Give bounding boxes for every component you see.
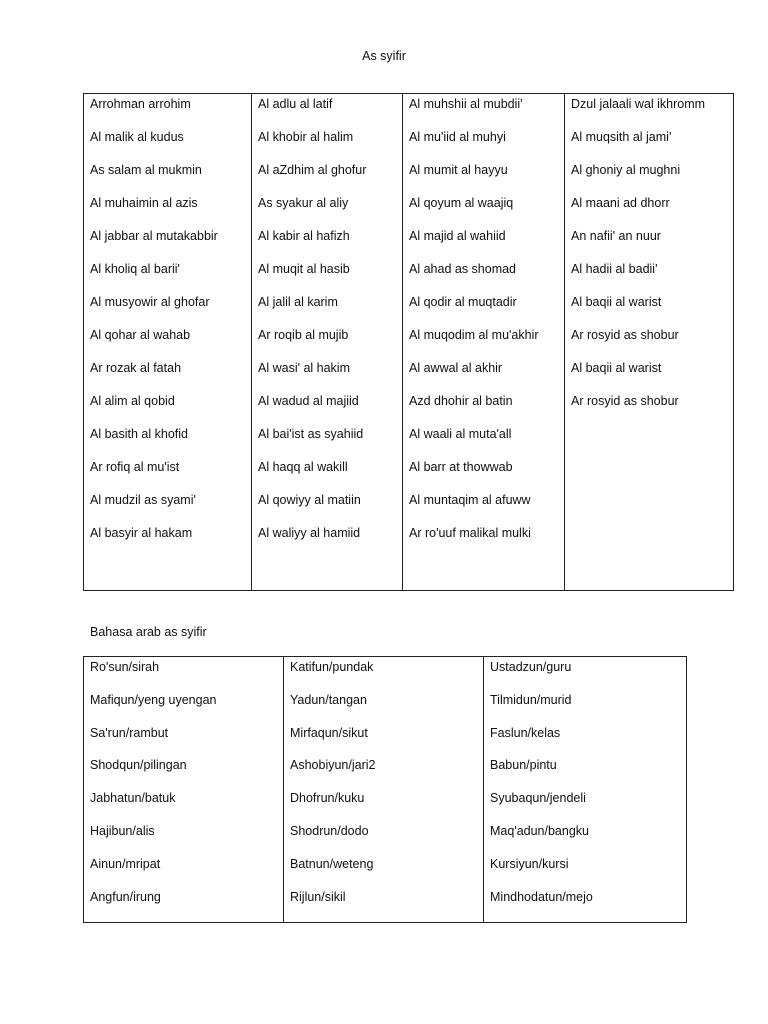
table-cell: Rijlun/sikil (290, 889, 346, 904)
table-cell: Jabhatun/batuk (90, 791, 176, 806)
asmaul-husna-table (83, 93, 734, 591)
table-cell: Al muqit al hasib (258, 262, 350, 276)
table-cell: Al kholiq al barii' (90, 262, 180, 276)
table-cell: Al muntaqim al afuww (409, 493, 531, 507)
table-cell: Al qoyum al waajiq (409, 196, 514, 210)
table-cell: An nafii' an nuur (571, 229, 661, 243)
section-subtitle: Bahasa arab as syifir (90, 625, 207, 639)
table-cell: Sa'run/rambut (90, 725, 169, 740)
table-cell: Faslun/kelas (490, 725, 561, 740)
table-cell: Babun/pintu (490, 758, 557, 773)
table-cell: Al mumit al hayyu (409, 163, 508, 177)
vocabulary-table (83, 656, 687, 923)
table-cell: Al muqsith al jami' (571, 130, 672, 144)
table-cell: Al mu'iid al muhyi (409, 130, 506, 144)
table-cell: Al wadud al majiid (258, 394, 359, 408)
table-cell: Al barr at thowwab (409, 460, 513, 474)
table-cell: Ashobiyun/jari2 (290, 758, 376, 773)
table-cell: Al muhshii al mubdii' (409, 97, 523, 111)
table-cell: Al kabir al hafizh (258, 229, 350, 243)
table-cell: Al basith al khofid (90, 427, 188, 441)
table-cell: Azd dhohir al batin (409, 394, 513, 408)
table-cell: Katifun/pundak (290, 660, 374, 674)
table-column (484, 657, 687, 923)
table-cell: Ar roqib al mujib (258, 328, 349, 342)
table-cell: Al majid al wahiid (409, 229, 506, 243)
table-cell: Al musyowir al ghofar (90, 295, 210, 309)
table-column (565, 94, 734, 591)
table-cell: As salam al mukmin (90, 163, 202, 177)
table-cell: Al baqii al warist (571, 361, 662, 375)
table-cell: Yadun/tangan (290, 692, 367, 707)
document-title: As syifir (362, 49, 406, 63)
table-cell: Al qowiyy al matiin (258, 493, 361, 507)
table-cell: Mindhodatun/mejo (490, 889, 593, 904)
table-cell: Al aZdhim al ghofur (258, 163, 367, 177)
table-cell: Al muqodim al mu'akhir (409, 328, 539, 342)
table-cell: Al baqii al warist (571, 295, 662, 309)
table-cell: Al wasi' al hakim (258, 361, 350, 375)
table-cell: Shodrun/dodo (290, 823, 369, 838)
table-column (252, 94, 403, 591)
table-cell: Ro'sun/sirah (90, 660, 160, 674)
table-cell: Dzul jalaali wal ikhromm (571, 97, 706, 111)
table-cell: Ar rofiq al mu'ist (90, 460, 180, 474)
table-cell: Al maani ad dhorr (571, 196, 670, 210)
table-cell: Al bai'ist as syahiid (258, 427, 364, 441)
table-cell: Al muhaimin al azis (90, 196, 198, 210)
table-cell: Al haqq al wakill (258, 460, 348, 474)
table-column (84, 657, 284, 923)
table-cell: Arrohman arrohim (90, 97, 191, 111)
table-cell: Ainun/mripat (90, 856, 161, 871)
table-cell: Al awwal al akhir (409, 361, 503, 375)
table-cell: Batnun/weteng (290, 856, 374, 871)
table-cell: As syakur al aliy (258, 196, 349, 210)
table-cell: Al jabbar al mutakabbir (90, 229, 218, 243)
table-cell: Ustadzun/guru (490, 660, 572, 674)
table-cell: Ar rosyid as shobur (571, 328, 679, 342)
table-cell: Angfun/irung (90, 889, 161, 904)
table-cell: Al basyir al hakam (90, 526, 193, 540)
table-cell: Shodqun/pilingan (90, 758, 187, 773)
table-cell: Al ahad as shomad (409, 262, 517, 276)
table-cell: Ar ro'uuf malikal mulki (409, 526, 531, 540)
table-cell: Al jalil al karim (258, 295, 338, 309)
table-cell: Tilmidun/murid (490, 692, 572, 707)
table-cell: Al hadii al badii' (571, 262, 658, 276)
table-cell: Ar rosyid as shobur (571, 394, 679, 408)
table-cell: Al qodir al muqtadir (409, 295, 517, 309)
table-cell: Al alim al qobid (90, 394, 175, 408)
table-cell: Al waali al muta'all (409, 427, 512, 441)
table-cell: Mafiqun/yeng uyengan (90, 692, 217, 707)
table-cell: Dhofrun/kuku (290, 791, 365, 806)
table-cell: Al mudzil as syami' (90, 493, 196, 507)
table-cell: Al malik al kudus (90, 130, 184, 144)
table-cell: Kursiyun/kursi (490, 856, 569, 871)
table-cell: Al adlu al latif (258, 97, 333, 111)
table-column (84, 94, 252, 591)
table-cell: Ar rozak al fatah (90, 361, 182, 375)
table-cell: Maq'adun/bangku (490, 823, 589, 838)
table-cell: Al waliyy al hamiid (258, 526, 361, 540)
table-column (284, 657, 484, 923)
table-cell: Hajibun/alis (90, 823, 155, 838)
table-cell: Al khobir al halim (258, 130, 354, 144)
table-cell: Al ghoniy al mughni (571, 163, 681, 177)
table-cell: Al qohar al wahab (90, 328, 191, 342)
table-cell: Mirfaqun/sikut (290, 725, 368, 740)
table-cell: Syubaqun/jendeli (490, 791, 586, 806)
table-column (403, 94, 565, 591)
